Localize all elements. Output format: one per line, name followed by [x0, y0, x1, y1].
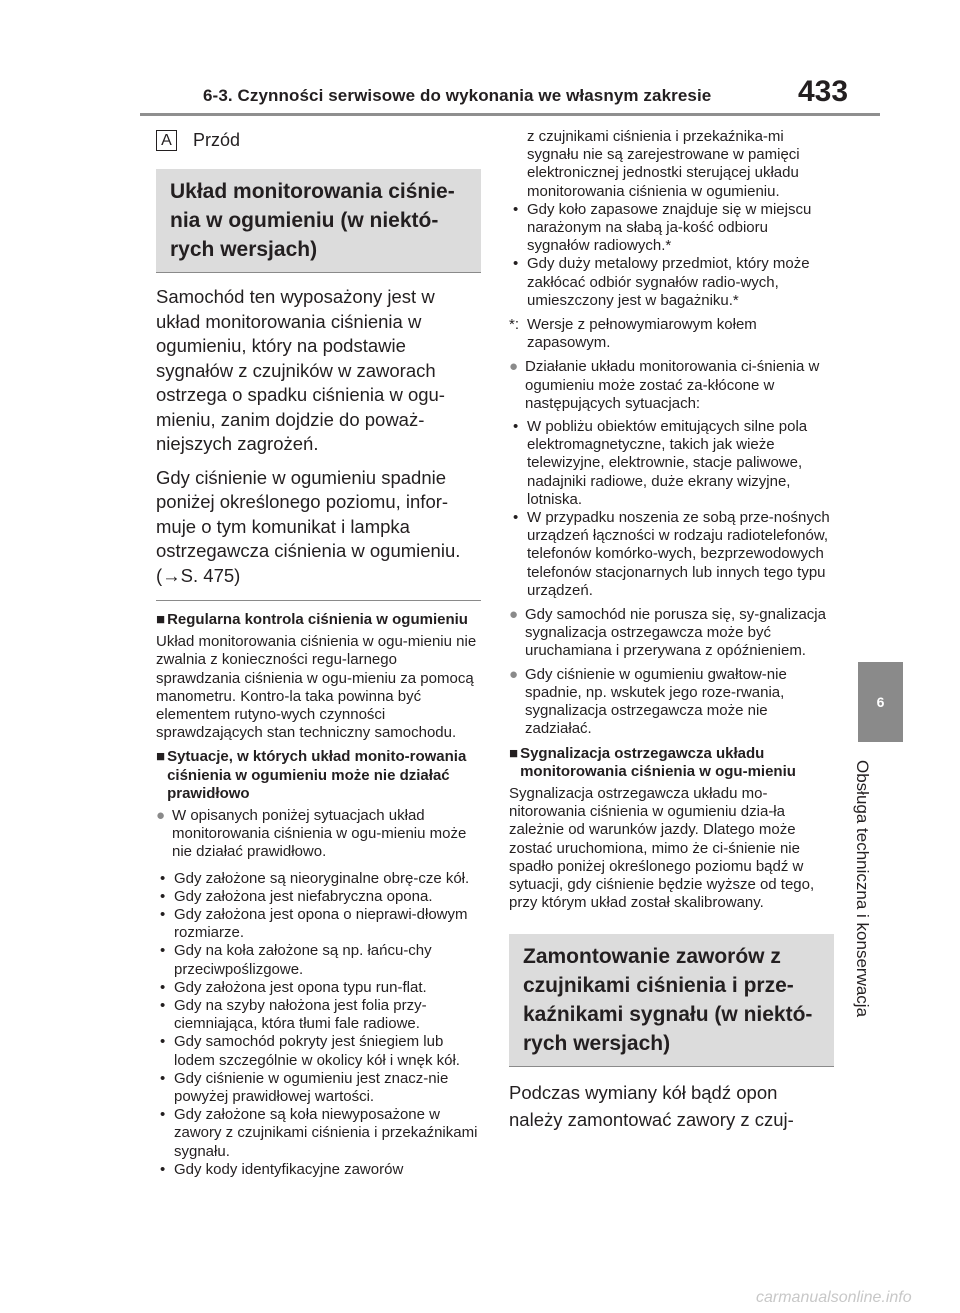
interference-list: [509, 418, 834, 600]
list-item: [156, 997, 481, 1033]
subheading-text: Sytuacje, w których układ monito-rowania ciśnienia w ogumieniu może nie działać prawidłowo: [167, 748, 467, 802]
circle-item-text: Działanie układu monitorowania ci-śnienia w ogumieniu może zostać za-kłócone w następujących sytuacjach:: [525, 358, 820, 412]
figure-mark-letter: A: [156, 130, 177, 151]
list-item-text: Gdy koło zapasowe znajduje się w miejscu narażonym na słabą ja-kość odbioru sygnałów radiowych.*: [527, 200, 812, 255]
list-item-text: Gdy samochód pokryty jest śniegiem lub lodem szczególnie w okolicy kół i wnęk kół.: [174, 1033, 460, 1069]
chapter-tab-label: [853, 760, 906, 1230]
subheading-malfunction-situations: [156, 748, 481, 803]
left-column: [156, 128, 481, 1185]
list-item: [509, 255, 834, 310]
list-item-text: Gdy duży metalowy przedmiot, który może zakłócać odbiór sygnałów radio-wych, umieszczony jest w bagażniku.*: [527, 255, 810, 309]
page-number: 433: [798, 75, 849, 108]
circle-item-text: W opisanych poniżej sytuacjach układ monitorowania ciśnienia w ogu-mieniu może nie działać prawidłowo.: [172, 807, 467, 861]
square-marker: ■: [156, 611, 166, 628]
chapter-tab-number: 6: [858, 662, 903, 742]
page-header: [0, 0, 960, 120]
continued-list-text: z czujnikami ciśnienia i przekaźnika-mi sygnału nie są zarejestrowane w pamięci elektronicznej jednostki sterującej układu monitorowania ciśnienia w ogumieniu.: [527, 128, 800, 200]
list-item: [509, 201, 834, 256]
bullet-marker: •: [160, 997, 166, 1015]
circle-item-text: Gdy samochód nie porusza się, sy-gnalizacja sygnalizacja ostrzegawcza może być uruchamiana i przerywana z opóźnieniem.: [525, 606, 826, 660]
bullet-marker: •: [513, 255, 519, 273]
intro-paragraph-2: Gdy ciśnienie w ogumieniu spadnie poniżej określonego poziomu, infor-muje o tym komunikat i lampka ostrzegawcza ciśnienia w ogumieniu. (→S. 475): [156, 466, 461, 586]
list-item-text: Gdy założona jest opona typu run-flat.: [174, 978, 427, 996]
situation-list: [156, 870, 481, 1179]
circle-item: [509, 358, 834, 413]
list-item-text: Gdy na szyby nałożona jest folia przy-ciemniająca, która tłumi fale radiowe.: [174, 997, 427, 1033]
intro-paragraph-1: Samochód ten wyposażony jest w układ monitorowania ciśnienia w ogumieniu, który na podstawie sygnałów z czujników w zaworach ostrzega o spadku ciśnienia w ogu-mieniu, zanim dojdzie do poważ-niejszych zagrożeń.: [156, 286, 445, 454]
section-heading-tpms: Układ monitorowania ciśnie-nia w ogumieniu (w niektó-rych wersjach): [156, 169, 481, 273]
chapter-title: 6-3. Czynności serwisowe do wykonania we własnym zakresie: [203, 86, 712, 105]
bullet-marker: •: [513, 418, 519, 436]
list-item: [156, 870, 481, 888]
bullet-marker: •: [160, 906, 166, 924]
bullet-marker: •: [160, 1160, 166, 1178]
square-marker: ■: [509, 744, 519, 762]
bullet-marker: •: [160, 942, 166, 960]
subheading-text: Sygnalizacja ostrzegawcza układu monitorowania ciśnienia w ogu-mieniu: [520, 744, 796, 780]
footnote-key: *:: [509, 316, 520, 334]
subheading-text: Regularna kontrola ciśnienia w ogumieniu: [167, 611, 468, 628]
spare-wheel-list: [509, 201, 834, 310]
list-item: [509, 509, 834, 600]
list-item: [156, 1161, 481, 1179]
list-item: [156, 979, 481, 997]
circle-bullet-icon: ●: [509, 606, 519, 624]
figure-mark: [156, 130, 481, 151]
bullet-marker: •: [160, 1069, 166, 1087]
section-divider: [156, 600, 481, 601]
bullet-marker: •: [160, 1033, 166, 1051]
bullet-marker: •: [513, 509, 519, 527]
footnote-text: Wersje z pełnowymiarowym kołem zapasowym.: [527, 316, 757, 352]
list-item: [156, 888, 481, 906]
right-column: [509, 128, 834, 1142]
circle-bullet-icon: ●: [156, 807, 166, 825]
header-rule: [140, 113, 880, 116]
subheading-warning-signal: [509, 745, 834, 781]
list-item-text: Gdy na koła założone są np. łańcu-chy przeciwpoślizgowe.: [174, 942, 432, 978]
circle-bullet-icon: ●: [509, 665, 519, 683]
circle-bullet-icon: ●: [509, 358, 519, 376]
list-item: [156, 1070, 481, 1106]
regular-check-paragraph: Układ monitorowania ciśnienia w ogu-mieniu nie zwalnia z konieczności regu-larnego sprawdzania ciśnienia w ogu-mieniu za pomocą manometru. Kontro-la taka powinna być elementem rutyno-wych czynności sprawdzających stan techniczny samochodu.: [156, 633, 477, 742]
list-item: [156, 1106, 481, 1161]
list-item-text: W przypadku noszenia ze sobą prze-nośnych urządzeń łączności w rodzaju radiotelefonów, telefonów komórko-wych, bezprzewodowych telefonów stacjonarnych lub innych tego typu urządzeń.: [527, 509, 830, 599]
square-marker: ■: [156, 748, 166, 766]
list-item-text: Gdy ciśnienie w ogumieniu jest znacz-nie powyżej prawidłowej wartości.: [174, 1069, 449, 1106]
list-item: [156, 1033, 481, 1069]
subheading-regular-check: [156, 611, 481, 629]
list-item: [509, 418, 834, 509]
circle-item: [509, 666, 834, 739]
chapter-tab-label-text: Obsługa techniczna i konserwacja: [853, 760, 872, 1018]
valves-paragraph: Podczas wymiany kół bądź opon należy zamontować zawory z czuj-: [509, 1082, 794, 1131]
list-item-text: Gdy założona jest niefabryczna opona.: [174, 887, 433, 905]
footnote: [509, 316, 834, 352]
section-heading-valves: Zamontowanie zaworów z czujnikami ciśnienia i prze-kaźnikami sygnału (w niektó-rych wersjach): [509, 934, 834, 1067]
circle-item: [156, 807, 481, 862]
list-item-text: Gdy założone są nieoryginalne obrę-cze kół.: [174, 869, 470, 887]
figure-mark-label: Przód: [193, 130, 241, 150]
bullet-marker: •: [513, 200, 519, 218]
bullet-marker: •: [160, 869, 166, 887]
circle-item: [509, 606, 834, 661]
list-item-text: Gdy założone są koła niewyposażone w zawory z czujnikami ciśnienia i przekaźnikami sygnału.: [174, 1106, 478, 1160]
list-item-text: W pobliżu obiektów emitujących silne pola elektromagnetyczne, takich jak wieże telewizyjne, elektrownie, stacje paliwowe, nadajniki radiowe, duże ekrany wizyjne, lotniska.: [527, 418, 808, 508]
list-item-text: Gdy kody identyfikacyjne zaworów: [174, 1160, 404, 1178]
bullet-marker: •: [160, 887, 166, 905]
bullet-marker: •: [160, 1106, 166, 1124]
watermark: carmanualsonline.info: [756, 1289, 912, 1306]
list-item: [156, 906, 481, 942]
list-item: [156, 942, 481, 978]
list-item-text: Gdy założona jest opona o nieprawi-dłowym rozmiarze.: [174, 906, 468, 942]
circle-item-text: Gdy ciśnienie w ogumieniu gwałtow-nie spadnie, np. wskutek jego roze-rwania, sygnalizacja ostrzegawcza może nie zadziałać.: [525, 665, 787, 738]
warning-signal-paragraph: Sygnalizacja ostrzegawcza układu mo-nitorowania ciśnienia w ogumieniu dzia-ła zależnie od warunków jazdy. Dlatego może zostać uruchomiona, mimo że ci-śnienie nie spadło poniżej określonego poziomu bądź w sytuacji, gdy ciśnienie będzie wyższe od tego, przy którym układ został skalibrowany.: [509, 784, 815, 912]
bullet-marker: •: [160, 978, 166, 996]
